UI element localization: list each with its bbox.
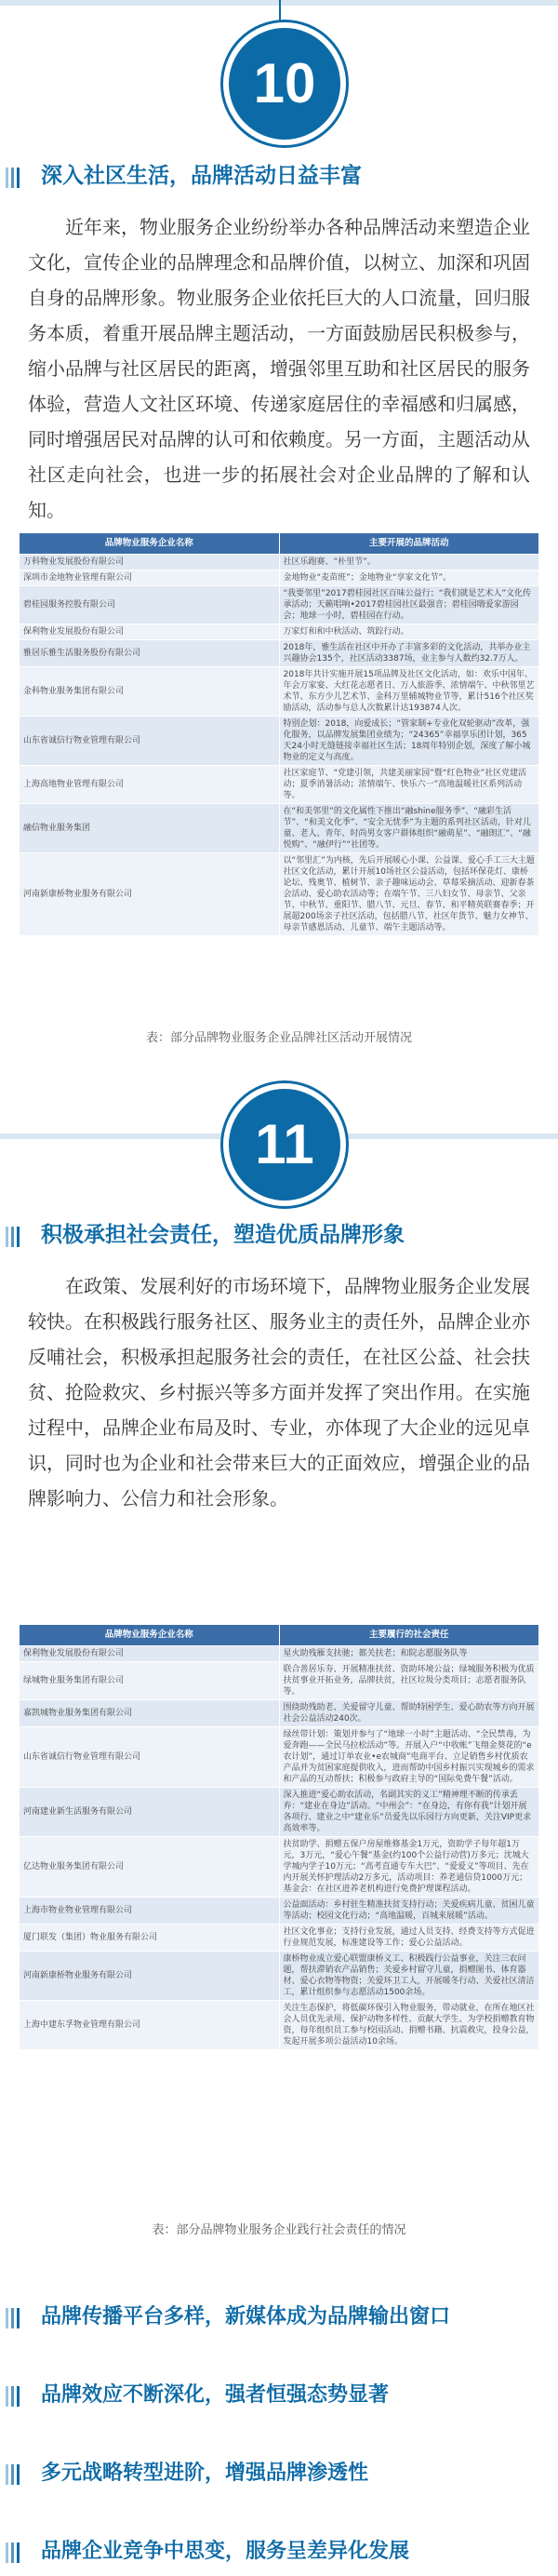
section-heading xyxy=(0,160,558,192)
table-row xyxy=(20,1727,539,1788)
table-row xyxy=(20,1700,539,1727)
table-row xyxy=(20,1898,539,1925)
company-name-cell: 嘉凯城物业服务集团有限公司 xyxy=(20,1700,280,1727)
heading-bars-icon xyxy=(6,2307,22,2339)
table-row xyxy=(20,1837,539,1898)
section-heading-text: 深入社区生活，品牌活动日益丰富 xyxy=(41,164,362,188)
table-row xyxy=(20,586,539,624)
sub-heading-text: 品牌效应不断深化，强者恒强态势显著 xyxy=(41,2383,390,2407)
company-name-cell: 雅居乐雅生活服务股份有限公司 xyxy=(20,640,280,667)
heading-bars-icon xyxy=(6,2542,22,2573)
table-row xyxy=(20,717,539,766)
table-row xyxy=(20,570,539,586)
company-name-cell: 融信物业服务集团 xyxy=(20,804,280,853)
table-row xyxy=(20,1925,539,1952)
activity-cell: 社区乐跑赛、“朴里节”。 xyxy=(279,555,539,570)
table-row xyxy=(20,667,539,717)
table-row xyxy=(20,1646,539,1662)
company-name-cell: 上海中建东孚物业管理有限公司 xyxy=(20,2001,280,2050)
company-name-cell: 山东省诚信行物业管理有限公司 xyxy=(20,1727,280,1788)
activity-cell: 公益面活动：乡村驻生精准扶贫支持行动；关爱疾病儿童、贫困儿童等活动；校园文化行动；“高地温暖，百城来展暖”活动。 xyxy=(279,1898,539,1925)
table-caption: 表：部分品牌物业服务企业品牌社区活动开展情况 xyxy=(145,1031,412,1045)
brand-activities-table xyxy=(19,532,539,936)
table-row xyxy=(20,2001,539,2050)
activity-cell: 康桥物业成立爱心联盟康桥义工、积极践行公益事业，关注三农问题，帮扶滞销农产品销售；关爱乡村留守儿童，捐赠图书、体育器材、爱心衣物等物资；关爱环卫工人，开展暖冬行动、关爱社区清洁工，累计组织参与志愿活动1500余场。 xyxy=(279,1952,539,2001)
sub-heading xyxy=(0,2536,558,2568)
table-row xyxy=(20,1952,539,2001)
section-number-badge: 11 xyxy=(223,1083,346,1206)
heading-bars-icon xyxy=(6,1225,22,1256)
table-header: 品牌物业服务企业名称 xyxy=(20,533,280,555)
company-name-cell: 山东省诚信行物业管理有限公司 xyxy=(20,717,280,766)
sub-heading-text: 品牌传播平台多样，新媒体成为品牌输出窗口 xyxy=(41,2305,451,2328)
activity-cell: 扶贫助学、捐赠五保户房屋维修基金1万元，资助学子每年超1万元，3万元，“爱心午餐”基金(约100个公益行动营)万多元；沈城大学城内学子10万元；“高考直通专车大巴”、“爱爱义”等项目、先在内开展关怀护理活动2万多元，活动项目：养老通信贷1000万元；基金会：在社区进养老机构进行免费护理课程活动。 xyxy=(279,1837,539,1898)
company-name-cell: 碧桂园服务控股有限公司 xyxy=(20,586,280,624)
table-row xyxy=(20,640,539,667)
table-body xyxy=(20,1646,539,2050)
table-row xyxy=(20,624,539,640)
sub-heading xyxy=(0,2380,558,2411)
table-row xyxy=(20,766,539,804)
activity-cell: 围绕助残助老、关爱留守儿童、帮助特困学生、爱心助农等方向开展社会公益活动240次。 xyxy=(279,1700,539,1727)
section-paragraph: 近年来，物业服务企业纷纷举办各种品牌活动来塑造企业文化，宣传企业的品牌理念和品牌价值，以树立、加深和巩固自身的品牌形象。物业服务企业依托巨大的人口流量，回归服务本质，着重开展品牌主题活动，一方面鼓励居民积极参与，缩小品牌与社区居民的距离，增强邻里互助和社区居民的服务体验，营造人文社区环境、传递家庭居住的幸福感和归属感，同时增强居民对品牌的认可和依赖度。另一方面，主题活动从社区走向社会，也进一步的拓展社会对企业品牌的了解和认知。 xyxy=(28,216,530,521)
activity-cell: “我要邻里”2017碧桂园社区百味公益行；“我们就是艺术人”文化传承活动；天籁唱响•2017碧桂园社区最强音；碧桂园嗨爱家游园会；地球一小时，碧桂园在行动。 xyxy=(279,586,539,624)
activity-cell: 关注生态保护，将低碳环保引入物业服务，带动就业，在所在地区社会人员优先录用、保护动物多样性、贡献大学生、为学校捐赠教育物资，每年组织员工参与校园活动、捐赠书籍、抗震救灾，投身公益，发起开展多项公益活动10余场。 xyxy=(279,2001,539,2050)
company-name-cell: 河南建业新生活服务有限公司 xyxy=(20,1788,280,1837)
activity-cell: 绿丝带计划：策划并参与了“地球一小时”主题活动、“全民禁毒，为爱奔跑——全民马拉松活动”等。开展入户“中收帐”飞翔金葵花的“e农计划”，通过订单农业•e农城商”电商平台、立足销售乡村优质农产品并为贫困家庭提供收入，进而帮助中国乡村振兴实现城乡的需求和产品的互动帮扶；积极参与政府主导的“国际免费午餐”活动。 xyxy=(279,1727,539,1788)
table-row xyxy=(20,1788,539,1837)
heading-bars-icon xyxy=(6,2463,22,2495)
table-row xyxy=(20,555,539,570)
company-name-cell: 保利物业发展股份有限公司 xyxy=(20,624,280,640)
table-header: 主要履行的社会责任 xyxy=(279,1625,539,1646)
activity-cell: 联合善居乐夯、开展精准扶贫、资助环境公益；绿城服务积极为优质扶贫事业开拓业务，品牌扶贫，社区垃圾分类项目；志愿者服务队等。 xyxy=(279,1662,539,1700)
section-heading xyxy=(0,1219,558,1251)
activity-cell: 2018年，雅生活在社区中开办了丰富多彩的文化活动，共举办业主兴趣协会135个，社区活动3387场，业主参与人数约32.7万人。 xyxy=(279,640,539,667)
social-responsibility-table xyxy=(19,1624,539,2050)
activity-cell: 金地物业“麦苗班”；金地物业“享家文化节”。 xyxy=(279,570,539,586)
company-name-cell: 厦门联发（集团）物业服务有限公司 xyxy=(20,1925,280,1952)
section-paragraph: 在政策、发展利好的市场环境下，品牌物业服务企业发展较快。在积极践行服务社区、服务业主的责任外，品牌企业亦反哺社会，积极承担起服务社会的责任，在社区公益、社会扶贫、抢险救灾、乡村振兴等多方面并发挥了突出作用。在实施过程中，品牌企业布局及时、专业，亦体现了大企业的远见卓识，同时也为企业和社会带来巨大的正面效应，增强企业的品牌影响力、公信力和社会形象。 xyxy=(28,1275,530,1509)
company-name-cell: 金科物业服务集团有限公司 xyxy=(20,667,280,717)
company-name-cell: 万科物业发展股份有限公司 xyxy=(20,555,280,570)
company-name-cell: 绿城物业服务集团有限公司 xyxy=(20,1662,280,1700)
activity-cell: 星火助残雁支扶驰；都关扶老；和院志愿服务队等 xyxy=(279,1646,539,1662)
company-name-cell: 上海高地物业管理有限公司 xyxy=(20,766,280,804)
activity-cell: 特别企划：2018，向爱成长；“管家制+专业化双轮驱动”改革，强化服务，以品牌发展集团业绩为；“24365”幸福享乐团计划，365天24小时无缝链接幸福社区生活；18周年特别企划，深度了解小城物业的定义与高度。 xyxy=(279,717,539,766)
table-row xyxy=(20,853,539,936)
activity-cell: 2018年共计实施开展15项品牌及社区文化活动，如：欢乐中国年、年会万家宴、大红花志愿者日、万人旅游季、浓情端午、中秋邻里艺术节、东方少儿艺术节、金科万里辅城物业节等，累计516个社区奖励活动，活动参与总人次数累计达193874人次。 xyxy=(279,667,539,717)
company-name-cell: 河南新康桥物业服务有限公司 xyxy=(20,853,280,936)
table-header: 主要开展的品牌活动 xyxy=(279,533,539,555)
table-row xyxy=(20,1662,539,1700)
table-row xyxy=(20,804,539,853)
company-name-cell: 保利物业发展股份有限公司 xyxy=(20,1646,280,1662)
company-name-cell: 上海市物业物业管理有限公司 xyxy=(20,1898,280,1925)
activity-cell: 深入推进“爱心助农活动，名副其实的义工”精神理不断的传承丢弃：“建业在身边”活动。“中州会”：“在身边，有你有我”计划开展各项行、建业之中“建业乐”员爱先以乐园行方向更新，关注VIP更求高效率等。 xyxy=(279,1788,539,1837)
sub-heading xyxy=(0,2301,558,2333)
company-name-cell: 亿达物业服务集团有限公司 xyxy=(20,1837,280,1898)
sub-heading-text: 品牌企业竞争中思变，服务呈差异化发展 xyxy=(41,2540,410,2563)
company-name-cell: 河南新康桥物业服务有限公司 xyxy=(20,1952,280,2001)
activity-cell: 社区家庭节、“党建引领，共建美丽家园”暨“红色物业”社区党建活动；夏季消暑活动；浓情端午、快乐六一”高地温暖社区系列活动等。 xyxy=(279,766,539,804)
table-caption: 表：部分品牌物业服务企业践行社会责任的情况 xyxy=(152,2223,406,2237)
activity-cell: 在“和美邻里”的文化属性下推出“融shine服务季”、“融彩生活节”、“和美文化季”、“安全无忧季”为主题的系列社区活动，针对儿童、老人、青年、时尚男女客户群体组织“融萌星”、“融朗汇”、“融悦购”、“融伊行”“社团等。 xyxy=(279,804,539,853)
section-number-badge: 10 xyxy=(223,22,346,145)
heading-bars-icon xyxy=(6,166,22,197)
heading-bars-icon xyxy=(6,2385,22,2417)
activity-cell: 万家灯和和中秋活动、筑踪行动。 xyxy=(279,624,539,640)
sub-heading-text: 多元战略转型进阶，增强品牌渗透性 xyxy=(41,2462,369,2485)
company-name-cell: 深圳市金地物业管理有限公司 xyxy=(20,570,280,586)
sub-heading xyxy=(0,2458,558,2489)
table-header: 品牌物业服务企业名称 xyxy=(20,1625,280,1646)
activity-cell: 以“邻里汇”为内核，先后开展暖心小课、公益课、爱心手工三大主题社区文化活动，累计开展10场社区公益活动，包括环保花灯、康桥论坛、残奥节、植树节、亲子趣味运动会、草莓采摘活动、迎新春茶会活动、爱心助农活动等；在端午节、三八妇女节、母亲节、父亲节、中秋节、重阳节、腊八节、元旦、春节、和平精英联赛春季；开展超200场亲子社区活动，包括腊八节、社区年货节、魅力女神节、母亲节感恩活动、儿童节、端午主题活动等。 xyxy=(279,853,539,936)
section-heading-text: 积极承担社会责任，塑造优质品牌形象 xyxy=(41,1223,405,1247)
table-body xyxy=(20,555,539,936)
activity-cell: 社区文化事业；支持行业发展，通过人员支持、经费支持等方式促进行业规范发展，标准建设等工作；爱心公益活动。 xyxy=(279,1925,539,1952)
